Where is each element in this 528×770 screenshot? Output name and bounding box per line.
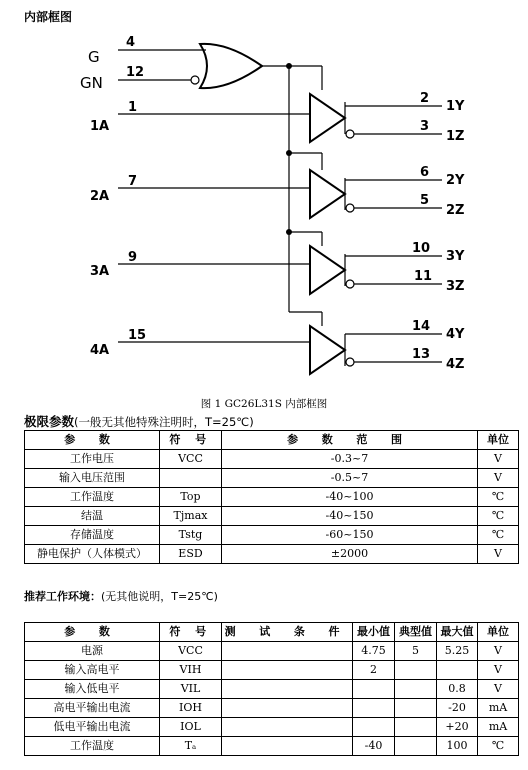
header-condition: 测 试 条 件 — [222, 623, 353, 642]
cell: -40~150 — [222, 507, 478, 526]
cell: 电源 — [25, 642, 160, 661]
cell: 工作电压 — [25, 450, 160, 469]
label-1z: 1Z — [446, 129, 465, 144]
recommended-table — [24, 622, 519, 756]
label-3z: 3Z — [446, 279, 465, 294]
table-row — [25, 450, 519, 469]
pin-3y: 10 — [412, 241, 431, 256]
label-g: G — [88, 48, 100, 66]
table-row — [25, 545, 519, 564]
label-2y: 2Y — [446, 173, 465, 188]
cell: 高电平输出电流 — [25, 699, 160, 718]
header-unit: 单位 — [478, 431, 519, 450]
pin-2y: 6 — [420, 165, 430, 180]
cell — [222, 642, 353, 661]
cell: VCC — [160, 450, 222, 469]
cell — [353, 699, 395, 718]
label-3a: 3A — [90, 264, 110, 279]
cell: 静电保护（人体模式） — [25, 545, 160, 564]
cell — [395, 737, 437, 756]
cell: ℃ — [478, 526, 519, 545]
cell: 输入电压范围 — [25, 469, 160, 488]
header-param: 参 数 — [25, 431, 160, 450]
cell: ±2000 — [222, 545, 478, 564]
cell: V — [478, 450, 519, 469]
buffer-4 — [118, 326, 442, 374]
cell: 2 — [353, 661, 395, 680]
recommended-title: 推荐工作环境： — [24, 590, 101, 603]
label-2z: 2Z — [446, 203, 465, 218]
cell: 5 — [395, 642, 437, 661]
label-1y: 1Y — [446, 99, 465, 114]
cell: Tjmax — [160, 507, 222, 526]
pin-1z: 3 — [420, 119, 430, 134]
cell: -0.5~7 — [222, 469, 478, 488]
cell: Top — [160, 488, 222, 507]
pin-3a: 9 — [128, 250, 138, 265]
cell — [437, 661, 478, 680]
cell: V — [478, 642, 519, 661]
buffer-1-triangle — [310, 94, 345, 142]
cell — [222, 680, 353, 699]
cell: VCC — [160, 642, 222, 661]
header-param: 参 数 — [25, 623, 160, 642]
pin-g: 4 — [126, 35, 136, 50]
cell — [222, 699, 353, 718]
pin-4z: 13 — [412, 347, 431, 362]
cell: -40 — [353, 737, 395, 756]
cell: VIL — [160, 680, 222, 699]
figure-caption: 图 1 GC26L31S 内部框图 — [200, 398, 328, 410]
cell — [353, 718, 395, 737]
label-4y: 4Y — [446, 327, 465, 342]
cell — [395, 718, 437, 737]
pin-1a: 1 — [128, 100, 138, 115]
table-row — [25, 661, 519, 680]
cell — [395, 699, 437, 718]
cell: 存储温度 — [25, 526, 160, 545]
header-unit: 单位 — [478, 623, 519, 642]
label-4z: 4Z — [446, 357, 465, 372]
cell: 结温 — [25, 507, 160, 526]
cell — [222, 661, 353, 680]
cell: -0.3~7 — [222, 450, 478, 469]
buffer-3 — [118, 246, 442, 294]
cell: 5.25 — [437, 642, 478, 661]
pin-2z: 5 — [420, 193, 430, 208]
cell: 100 — [437, 737, 478, 756]
header-typ: 典型值 — [395, 623, 437, 642]
cell: 输入高电平 — [25, 661, 160, 680]
pin-1y: 2 — [420, 91, 430, 106]
table-row — [25, 642, 519, 661]
abs-max-title: 极限参数 — [24, 414, 75, 429]
cell: VIH — [160, 661, 222, 680]
header-symbol: 符 号 — [160, 431, 222, 450]
cell: 工作温度 — [25, 737, 160, 756]
cell: -60~150 — [222, 526, 478, 545]
block-diagram — [0, 30, 528, 390]
section-title: 内部框图 — [24, 10, 73, 24]
cell: IOH — [160, 699, 222, 718]
table-row — [25, 488, 519, 507]
pin-gn: 12 — [126, 65, 145, 80]
pin-4y: 14 — [412, 319, 431, 334]
pin-4a: 15 — [128, 328, 147, 343]
cell — [353, 680, 395, 699]
cell: V — [478, 680, 519, 699]
cell: 工作温度 — [25, 488, 160, 507]
label-gn: GN — [80, 74, 103, 92]
label-2a: 2A — [90, 189, 110, 204]
cell: V — [478, 661, 519, 680]
cell: Tₐ — [160, 737, 222, 756]
cell: IOL — [160, 718, 222, 737]
buffer-1 — [118, 94, 442, 142]
table-row — [25, 737, 519, 756]
header-max: 最大值 — [437, 623, 478, 642]
cell: ℃ — [478, 507, 519, 526]
label-3y: 3Y — [446, 249, 465, 264]
cell — [395, 661, 437, 680]
abs-max-heading — [24, 412, 254, 430]
table-row — [25, 526, 519, 545]
gn-inversion-bubble — [191, 76, 199, 84]
buffer-2 — [118, 170, 442, 218]
header-min: 最小值 — [353, 623, 395, 642]
abs-max-table — [24, 430, 519, 564]
cell — [222, 737, 353, 756]
recommended-subtitle: (无其他说明，T=25℃) — [101, 590, 218, 603]
cell: V — [478, 469, 519, 488]
pin-3z: 11 — [414, 269, 433, 284]
cell — [160, 469, 222, 488]
header-range: 参 数 范 围 — [222, 431, 478, 450]
cell: ℃ — [478, 737, 519, 756]
cell: -40~100 — [222, 488, 478, 507]
cell: mA — [478, 699, 519, 718]
table-row — [25, 507, 519, 526]
table-row — [25, 699, 519, 718]
cell: 0.8 — [437, 680, 478, 699]
cell: ESD — [160, 545, 222, 564]
pin-2a: 7 — [128, 174, 138, 189]
cell: V — [478, 545, 519, 564]
cell: 4.75 — [353, 642, 395, 661]
abs-max-subtitle: (一般无其他特殊注明时，T=25℃) — [74, 415, 254, 429]
or-gate — [200, 44, 262, 88]
recommended-heading — [24, 588, 218, 604]
label-1a: 1A — [90, 119, 110, 134]
cell: -20 — [437, 699, 478, 718]
cell: 低电平输出电流 — [25, 718, 160, 737]
label-4a: 4A — [90, 343, 110, 358]
table-row — [25, 469, 519, 488]
cell — [222, 718, 353, 737]
cell: mA — [478, 718, 519, 737]
cell: +20 — [437, 718, 478, 737]
header-symbol: 符 号 — [160, 623, 222, 642]
cell: ℃ — [478, 488, 519, 507]
cell — [395, 680, 437, 699]
table-row — [25, 680, 519, 699]
table-row — [25, 718, 519, 737]
table-header-row — [25, 431, 519, 450]
table-header-row — [25, 623, 519, 642]
cell: Tstg — [160, 526, 222, 545]
cell: 输入低电平 — [25, 680, 160, 699]
